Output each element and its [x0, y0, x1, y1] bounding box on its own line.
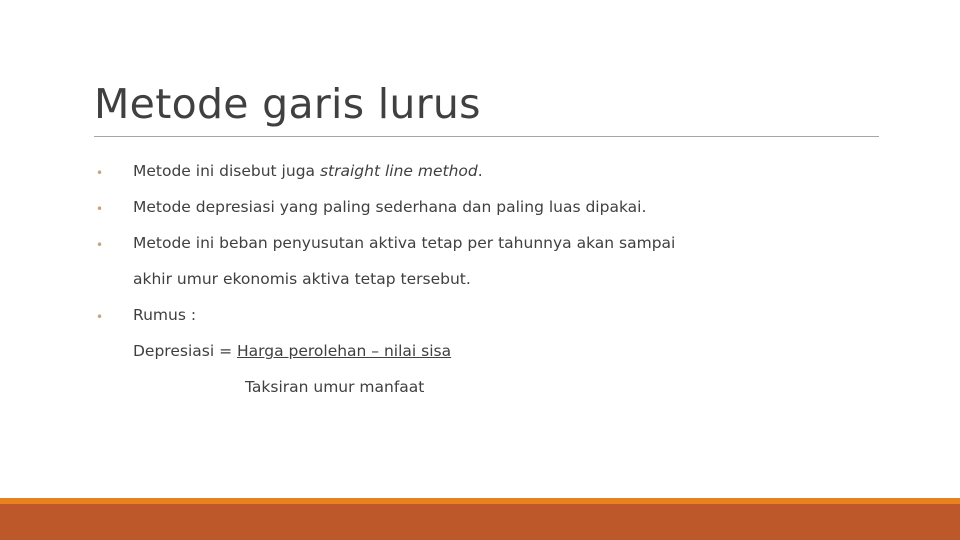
bullet-2-text: Metode depresiasi yang paling sederhana dan paling luas dipakai.	[133, 198, 647, 216]
bullet-1-text-before: Metode ini disebut juga	[133, 162, 320, 180]
bullet-1-marker: •	[96, 166, 104, 180]
formula-lhs: Depresiasi =	[133, 342, 237, 360]
bullet-4-text: Rumus :	[133, 306, 197, 324]
title-divider	[94, 136, 879, 137]
formula-numerator: Harga perolehan – nilai sisa	[236, 342, 452, 360]
bullet-3-line-1: Metode ini beban penyusutan aktiva tetap per tahunnya akan sampai	[133, 234, 676, 252]
bullet-3-marker: •	[96, 238, 104, 252]
bullet-4-marker: •	[96, 310, 104, 324]
footer-bar	[0, 504, 960, 540]
bullet-1-text	[133, 162, 483, 180]
formula-denominator: Taksiran umur manfaat	[245, 378, 425, 396]
bullet-2-marker: •	[96, 202, 104, 216]
formula-line	[133, 342, 451, 360]
slide-title: Metode garis lurus	[94, 80, 481, 128]
bullet-1-text-italic: straight line method	[319, 162, 478, 180]
bullet-3-line-2: akhir umur ekonomis aktiva tetap tersebut.	[133, 270, 471, 288]
bullet-1-text-after: .	[477, 162, 483, 180]
